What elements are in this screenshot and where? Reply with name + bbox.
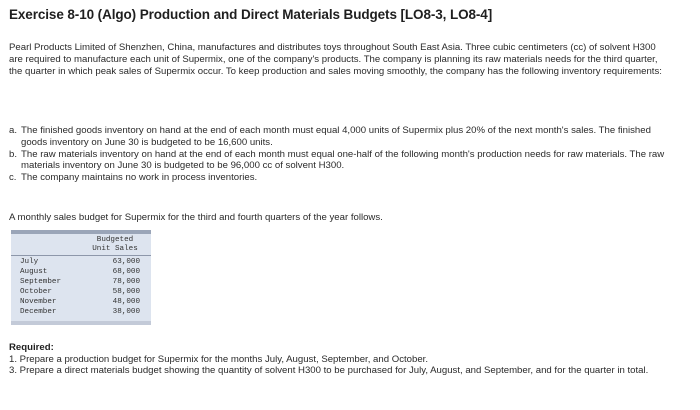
requirement-item-a bbox=[9, 125, 669, 149]
requirement-marker: a. bbox=[9, 125, 18, 136]
month-cell: December bbox=[20, 308, 57, 317]
required-item-3: 3. Prepare a direct materials budget showing the quantity of solvent H300 to be purchased for July, August, and September, and for the quarter in total. bbox=[9, 365, 649, 377]
header-line: Unit Sales bbox=[92, 245, 138, 253]
required-item-1: 1. Prepare a production budget for Supermix for the months July, August, September, and October. bbox=[9, 353, 428, 365]
requirement-marker: b. bbox=[9, 148, 18, 160]
requirement-marker: c. bbox=[9, 172, 17, 184]
requirement-item-c bbox=[9, 172, 669, 184]
table-row bbox=[11, 287, 151, 297]
required-section bbox=[9, 342, 669, 377]
table-row bbox=[11, 277, 151, 287]
month-cell: October bbox=[20, 288, 52, 297]
month-cell: November bbox=[20, 298, 57, 307]
page-title: Exercise 8-10 (Algo) Production and Direct Materials Budgets [LO8-3, LO8-4] bbox=[9, 7, 493, 22]
sales-budget-lead: A monthly sales budget for Supermix for the third and fourth quarters of the year follows. bbox=[9, 212, 383, 223]
unit-sales-cell: 48,000 bbox=[112, 298, 140, 307]
table-row bbox=[11, 297, 151, 307]
intro-paragraph: Pearl Products Limited of Shenzhen, China, manufactures and distributes toys throughout South East Asia. Three cubic centimeters (cc) of solvent H300 are required to manufacture each unit of Supermix, one of the company's products. The company is planning its raw materials needs for the third quarter, the quarter in which peak sales of Supermix occur. To keep production and sales moving smoothly, the company has the following inventory requirements: bbox=[9, 42, 662, 78]
month-cell: September bbox=[20, 278, 62, 287]
table-row bbox=[11, 307, 151, 317]
required-heading: Required: bbox=[9, 342, 54, 353]
table-header bbox=[11, 234, 151, 255]
unit-sales-cell: 63,000 bbox=[112, 258, 140, 266]
sales-budget-table bbox=[11, 230, 151, 321]
month-cell: August bbox=[20, 268, 48, 277]
unit-sales-cell: 58,000 bbox=[112, 288, 140, 297]
requirement-text: The company maintains no work in process inventories. bbox=[21, 172, 258, 184]
header-line: Budgeted bbox=[96, 236, 134, 244]
requirement-item-b bbox=[9, 149, 669, 173]
table-body bbox=[11, 255, 151, 321]
unit-sales-cell: 78,000 bbox=[112, 278, 140, 287]
unit-sales-cell: 68,000 bbox=[112, 268, 140, 277]
unit-sales-cell: 38,000 bbox=[112, 308, 140, 317]
table-row bbox=[11, 257, 151, 267]
table-footer-bar bbox=[11, 321, 151, 325]
month-cell: July bbox=[20, 258, 39, 266]
inventory-requirements-list bbox=[9, 125, 669, 184]
requirement-text: The raw materials inventory on hand at the end of each month must equal one-half of the following month's production needs for raw materials. The raw materials inventory on June 30 is budgeted to be 96,000 cc of solvent H300. bbox=[21, 148, 665, 172]
requirement-text: The finished goods inventory on hand at the end of each month must equal 4,000 units of Supermix plus 20% of the next month's sales. The finished goods inventory on June 30 is budgeted to be 16,600 units. bbox=[21, 125, 651, 148]
table-row bbox=[11, 267, 151, 277]
